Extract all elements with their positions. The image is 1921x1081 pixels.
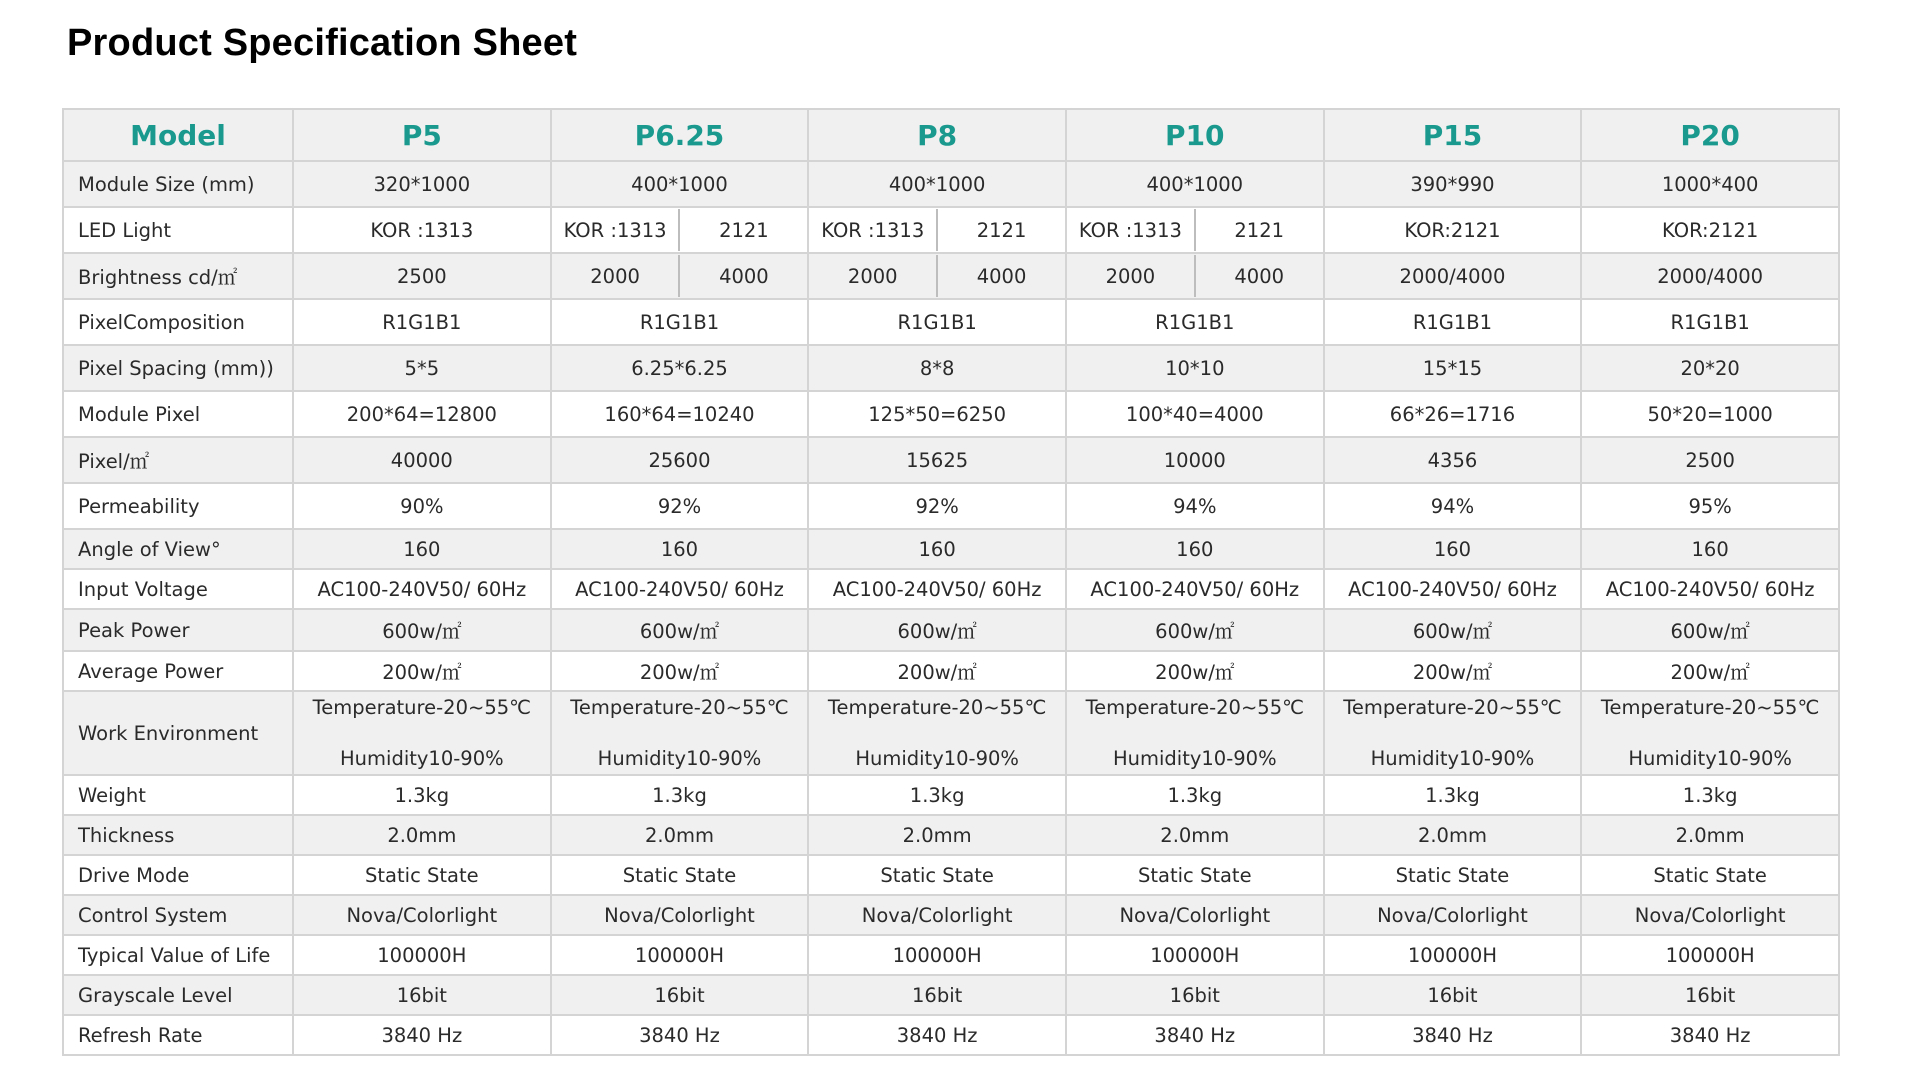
table-cell: 400*1000	[808, 161, 1066, 207]
table-cell: 50*20=1000	[1581, 391, 1839, 437]
table-cell	[808, 253, 1066, 299]
cell-value: Humidity10-90%	[340, 747, 504, 770]
table-cell: 92%	[808, 483, 1066, 529]
table-row	[63, 935, 1839, 975]
table-cell: 200w/㎡	[808, 651, 1066, 691]
row-label: Brightness cd/㎡	[63, 253, 293, 299]
table-cell: 1.3kg	[1581, 775, 1839, 815]
cell-value: Temperature-20~55℃	[1600, 696, 1820, 719]
table-cell: 20*20	[1581, 345, 1839, 391]
cell-value: Humidity10-90%	[1628, 747, 1792, 770]
table-cell: AC100-240V50/ 60Hz	[808, 569, 1066, 609]
table-row	[63, 391, 1839, 437]
row-label: Weight	[63, 775, 293, 815]
table-row	[63, 1015, 1839, 1055]
table-cell: 2000/4000	[1581, 253, 1839, 299]
table-cell: 2500	[293, 253, 551, 299]
table-cell: Nova/Colorlight	[1066, 895, 1324, 935]
model-column-header: P6.25	[551, 109, 809, 161]
row-label: Control System	[63, 895, 293, 935]
table-cell: 600w/㎡	[808, 609, 1066, 651]
cell-split	[1067, 255, 1323, 297]
cell-split	[552, 255, 808, 297]
table-cell: 3840 Hz	[293, 1015, 551, 1055]
table-cell: 100000H	[808, 935, 1066, 975]
table-cell: 3840 Hz	[1324, 1015, 1582, 1055]
table-cell: 8*8	[808, 345, 1066, 391]
row-label: Average Power	[63, 651, 293, 691]
cell-value: 2121	[719, 218, 769, 242]
table-cell: 2.0mm	[293, 815, 551, 855]
table-row	[63, 299, 1839, 345]
table-cell: 94%	[1324, 483, 1582, 529]
table-cell: 3840 Hz	[1581, 1015, 1839, 1055]
table-cell: KOR :1313	[293, 207, 551, 253]
table-cell: Nova/Colorlight	[551, 895, 809, 935]
table-cell: 160	[808, 529, 1066, 569]
cell-value: KOR :1313	[809, 209, 938, 251]
cell-value: Temperature-20~55℃	[1085, 696, 1305, 719]
table-cell: 200w/㎡	[293, 651, 551, 691]
cell-value: 4000	[1234, 264, 1285, 288]
table-row	[63, 569, 1839, 609]
table-cell	[293, 691, 551, 775]
table-cell: 25600	[551, 437, 809, 483]
row-label: PixelComposition	[63, 299, 293, 345]
cell-value: Humidity10-90%	[597, 747, 762, 770]
row-label: Work Environment	[63, 691, 293, 775]
model-column-header: P20	[1581, 109, 1839, 161]
table-cell: 160	[551, 529, 809, 569]
cell-split	[809, 209, 1065, 251]
table-row	[63, 895, 1839, 935]
table-cell: 400*1000	[551, 161, 809, 207]
table-row	[63, 775, 1839, 815]
table-cell	[551, 253, 809, 299]
table-cell: 16bit	[1324, 975, 1582, 1015]
row-label: Pixel Spacing (mm))	[63, 345, 293, 391]
cell-value: 2121	[1234, 218, 1285, 242]
table-cell: 2500	[1581, 437, 1839, 483]
table-cell: 125*50=6250	[808, 391, 1066, 437]
table-cell: 6.25*6.25	[551, 345, 809, 391]
cell-value: Temperature-20~55℃	[827, 696, 1047, 719]
cell-value: 4000	[976, 264, 1027, 288]
table-cell: 5*5	[293, 345, 551, 391]
cell-split	[552, 209, 808, 251]
table-cell: 100000H	[1581, 935, 1839, 975]
table-cell: 3840 Hz	[551, 1015, 809, 1055]
table-cell: 66*26=1716	[1324, 391, 1582, 437]
table-cell: 10*10	[1066, 345, 1324, 391]
cell-value: 2000	[552, 255, 681, 297]
table-row	[63, 437, 1839, 483]
cell-two-line	[1582, 692, 1838, 774]
table-cell: 95%	[1581, 483, 1839, 529]
table-cell: Static State	[808, 855, 1066, 895]
table-cell: 90%	[293, 483, 551, 529]
model-column-header: P5	[293, 109, 551, 161]
model-header: Model	[63, 109, 293, 161]
table-cell	[808, 691, 1066, 775]
cell-value: KOR :1313	[1067, 209, 1196, 251]
table-cell: 1.3kg	[808, 775, 1066, 815]
table-cell: Static State	[1324, 855, 1582, 895]
table-row	[63, 161, 1839, 207]
table-cell: AC100-240V50/ 60Hz	[1066, 569, 1324, 609]
cell-split	[809, 255, 1065, 297]
table-cell: Static State	[551, 855, 809, 895]
table-header-row	[63, 109, 1839, 161]
table-cell: 200w/㎡	[1066, 651, 1324, 691]
table-cell	[551, 207, 809, 253]
cell-value: Temperature-20~55℃	[570, 696, 789, 719]
table-cell: 2.0mm	[551, 815, 809, 855]
table-cell: 200*64=12800	[293, 391, 551, 437]
table-cell: 16bit	[1581, 975, 1839, 1015]
table-row	[63, 691, 1839, 775]
table-cell: 16bit	[551, 975, 809, 1015]
table-cell: 100000H	[1324, 935, 1582, 975]
table-cell: 2.0mm	[808, 815, 1066, 855]
table-cell: 160	[1066, 529, 1324, 569]
spec-table	[62, 108, 1840, 1056]
table-cell	[1324, 691, 1582, 775]
table-row	[63, 609, 1839, 651]
table-row	[63, 855, 1839, 895]
table-cell: AC100-240V50/ 60Hz	[1581, 569, 1839, 609]
cell-value: Humidity10-90%	[1112, 747, 1277, 770]
row-label: Typical Value of Life	[63, 935, 293, 975]
table-cell: R1G1B1	[808, 299, 1066, 345]
table-cell: 2.0mm	[1324, 815, 1582, 855]
row-label: Pixel/㎡	[63, 437, 293, 483]
table-cell: Nova/Colorlight	[1581, 895, 1839, 935]
table-cell: Nova/Colorlight	[1324, 895, 1582, 935]
model-column-header: P15	[1324, 109, 1582, 161]
table-row	[63, 345, 1839, 391]
table-cell: Nova/Colorlight	[808, 895, 1066, 935]
row-label: Angle of View°	[63, 529, 293, 569]
table-cell: 2.0mm	[1581, 815, 1839, 855]
model-column-header: P10	[1066, 109, 1324, 161]
table-cell: R1G1B1	[1066, 299, 1324, 345]
table-row	[63, 207, 1839, 253]
table-cell: 600w/㎡	[1581, 609, 1839, 651]
table-row	[63, 529, 1839, 569]
cell-value: 4000	[719, 264, 769, 288]
table-cell: 16bit	[293, 975, 551, 1015]
table-cell: 160	[1324, 529, 1582, 569]
row-label: Grayscale Level	[63, 975, 293, 1015]
table-cell: 10000	[1066, 437, 1324, 483]
table-cell: 1000*400	[1581, 161, 1839, 207]
table-cell: 600w/㎡	[1324, 609, 1582, 651]
row-label: Refresh Rate	[63, 1015, 293, 1055]
table-cell: KOR:2121	[1324, 207, 1582, 253]
table-row	[63, 975, 1839, 1015]
table-cell: 2000/4000	[1324, 253, 1582, 299]
table-cell: AC100-240V50/ 60Hz	[293, 569, 551, 609]
table-cell: 600w/㎡	[293, 609, 551, 651]
table-cell: 200w/㎡	[551, 651, 809, 691]
table-cell: KOR:2121	[1581, 207, 1839, 253]
table-cell: 100000H	[1066, 935, 1324, 975]
table-cell: 100000H	[293, 935, 551, 975]
cell-value: 2000	[809, 255, 938, 297]
cell-value: Humidity10-90%	[1370, 747, 1535, 770]
table-cell: R1G1B1	[1324, 299, 1582, 345]
row-label: Peak Power	[63, 609, 293, 651]
row-label: Module Size (mm)	[63, 161, 293, 207]
cell-value: Temperature-20~55℃	[312, 696, 532, 719]
model-column-header: P8	[808, 109, 1066, 161]
cell-two-line	[552, 692, 808, 774]
cell-value: KOR :1313	[552, 209, 681, 251]
table-cell: 15*15	[1324, 345, 1582, 391]
spec-table-body	[63, 161, 1839, 1055]
table-row	[63, 815, 1839, 855]
table-cell	[551, 691, 809, 775]
table-row	[63, 651, 1839, 691]
table-cell: 320*1000	[293, 161, 551, 207]
table-cell	[1066, 691, 1324, 775]
row-label: Module Pixel	[63, 391, 293, 437]
cell-value: Temperature-20~55℃	[1343, 696, 1562, 719]
table-cell: 600w/㎡	[1066, 609, 1324, 651]
cell-value: 2000	[1067, 255, 1196, 297]
table-row	[63, 253, 1839, 299]
table-cell: 2.0mm	[1066, 815, 1324, 855]
table-cell: R1G1B1	[293, 299, 551, 345]
row-label: Thickness	[63, 815, 293, 855]
table-row	[63, 483, 1839, 529]
row-label: Input Voltage	[63, 569, 293, 609]
row-label: LED Light	[63, 207, 293, 253]
table-cell: R1G1B1	[1581, 299, 1839, 345]
table-cell: 94%	[1066, 483, 1324, 529]
table-cell: 160	[1581, 529, 1839, 569]
table-cell: Static State	[1066, 855, 1324, 895]
table-cell	[1581, 691, 1839, 775]
table-cell: 100000H	[551, 935, 809, 975]
table-cell: 600w/㎡	[551, 609, 809, 651]
cell-split	[1067, 209, 1323, 251]
row-label: Drive Mode	[63, 855, 293, 895]
table-cell	[1066, 207, 1324, 253]
cell-two-line	[1325, 692, 1581, 774]
table-cell: 100*40=4000	[1066, 391, 1324, 437]
table-cell: 1.3kg	[293, 775, 551, 815]
cell-value: Humidity10-90%	[855, 747, 1019, 770]
table-cell: Static State	[293, 855, 551, 895]
table-cell: AC100-240V50/ 60Hz	[551, 569, 809, 609]
cell-two-line	[809, 692, 1065, 774]
table-cell: 3840 Hz	[1066, 1015, 1324, 1055]
page-title: Product Specification Sheet	[67, 22, 578, 64]
table-cell: R1G1B1	[551, 299, 809, 345]
table-cell: 200w/㎡	[1324, 651, 1582, 691]
table-cell: 15625	[808, 437, 1066, 483]
table-cell: Nova/Colorlight	[293, 895, 551, 935]
table-cell: 4356	[1324, 437, 1582, 483]
cell-two-line	[294, 692, 550, 774]
table-cell: 1.3kg	[1066, 775, 1324, 815]
table-cell	[808, 207, 1066, 253]
table-cell: 400*1000	[1066, 161, 1324, 207]
table-cell: 92%	[551, 483, 809, 529]
table-cell: 160*64=10240	[551, 391, 809, 437]
table-cell	[1066, 253, 1324, 299]
table-cell: 1.3kg	[1324, 775, 1582, 815]
table-cell: 40000	[293, 437, 551, 483]
table-cell: 16bit	[1066, 975, 1324, 1015]
table-cell: 160	[293, 529, 551, 569]
table-cell: 390*990	[1324, 161, 1582, 207]
table-cell: 200w/㎡	[1581, 651, 1839, 691]
cell-value: 2121	[976, 218, 1027, 242]
table-cell: AC100-240V50/ 60Hz	[1324, 569, 1582, 609]
table-cell: 3840 Hz	[808, 1015, 1066, 1055]
table-cell: 1.3kg	[551, 775, 809, 815]
cell-two-line	[1067, 692, 1323, 774]
table-cell: 16bit	[808, 975, 1066, 1015]
row-label: Permeability	[63, 483, 293, 529]
table-cell: Static State	[1581, 855, 1839, 895]
